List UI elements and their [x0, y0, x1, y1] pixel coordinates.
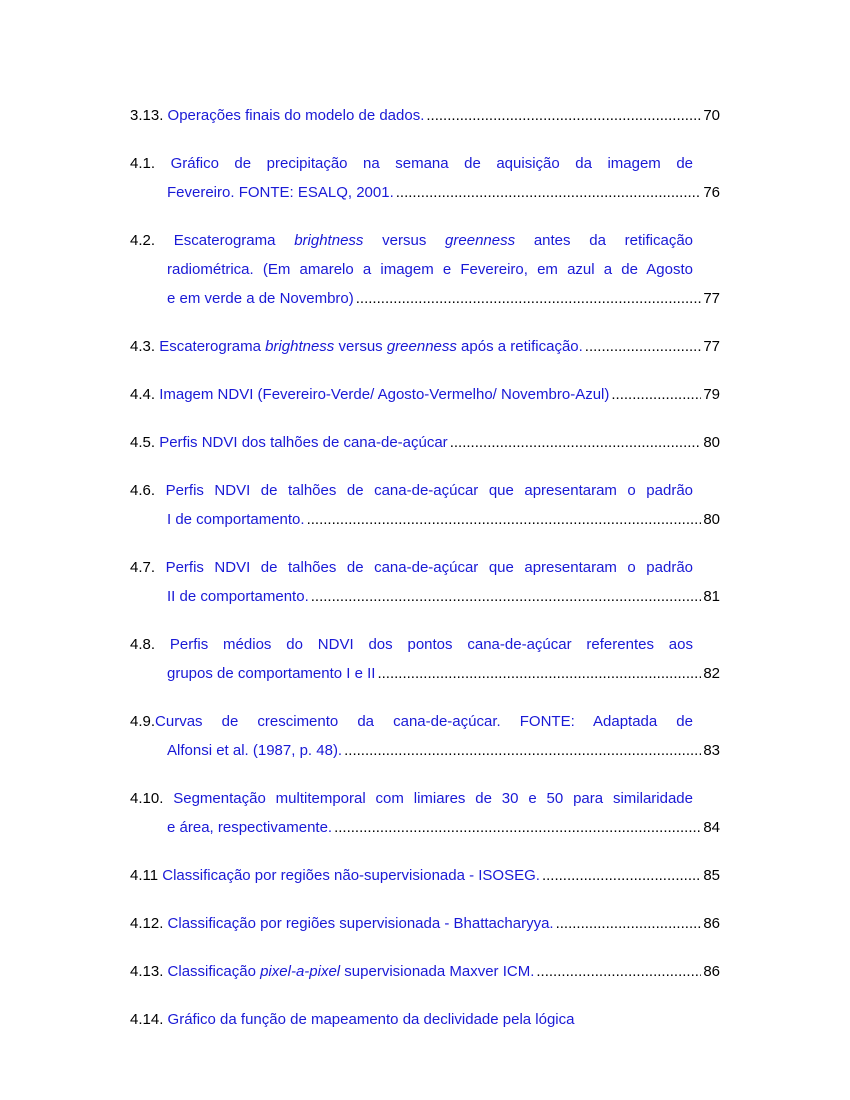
- entry-title-text: Gráfico da função de mapeamento da declividade pela lógica: [167, 1011, 575, 1028]
- entry-title-text: Fevereiro. FONTE: ESALQ, 2001.: [167, 184, 394, 201]
- dot-leader: [611, 380, 701, 409]
- toc-entry-line: [130, 428, 720, 457]
- entry-title-text: antes da retificação: [515, 232, 693, 249]
- entry-number: 4.7.: [130, 559, 156, 576]
- dot-leader: [344, 736, 701, 765]
- entry-number: 4.9.: [130, 713, 156, 730]
- dot-leader: [585, 332, 702, 361]
- toc-entry-line: [130, 813, 720, 842]
- entry-number: 4.3.: [130, 338, 156, 355]
- toc-entry[interactable]: [130, 226, 720, 313]
- toc-entry[interactable]: [130, 149, 720, 207]
- page-number: 86: [703, 963, 720, 980]
- toc-entry-line: [130, 332, 720, 361]
- toc-entry[interactable]: [130, 861, 720, 890]
- toc-entry-line: [130, 784, 693, 813]
- entry-title-text: Segmentação multitemporal com limiares de 30 e 50 para similaridade: [173, 790, 693, 807]
- toc-entry-line: [130, 659, 720, 688]
- entry-title-text: versus: [334, 338, 387, 355]
- entry-title-text: brightness: [294, 232, 364, 249]
- dot-leader: [542, 861, 701, 890]
- page-number: 77: [703, 290, 720, 307]
- entry-title-text: e em verde a de Novembro): [167, 290, 354, 307]
- entry-title-text: greenness: [445, 232, 516, 249]
- entry-title-text: radiométrica. (Em amarelo a imagem e Fevereiro, em azul a de Agosto: [167, 261, 693, 278]
- toc-entry[interactable]: [130, 1005, 720, 1034]
- entry-title-text: greenness: [386, 338, 457, 355]
- page-number: 83: [703, 742, 720, 759]
- toc-entry-line: [130, 178, 720, 207]
- dot-leader: [396, 178, 702, 207]
- dot-leader: [556, 909, 702, 938]
- dot-leader: [307, 505, 702, 534]
- entry-title-text: Curvas de crescimento da cana-de-açúcar. FONTE: Adaptada de: [155, 713, 693, 730]
- entry-title-text: e área, respectivamente.: [167, 819, 333, 836]
- entry-title-text: Classificação: [167, 963, 261, 980]
- toc-entry[interactable]: [130, 784, 720, 842]
- dot-leader: [356, 284, 702, 313]
- toc-entry-line: [130, 553, 693, 582]
- toc-entry[interactable]: [130, 476, 720, 534]
- entry-number: 4.4.: [130, 386, 156, 403]
- toc-entry-line: [130, 284, 720, 313]
- page-number: 85: [703, 867, 720, 884]
- entry-number: 4.13.: [130, 963, 164, 980]
- entry-title-text: Escaterograma: [173, 232, 295, 249]
- toc-entry-line: [130, 957, 720, 986]
- entry-title-text: Operações finais do modelo de dados.: [167, 107, 425, 124]
- page-number: 81: [703, 588, 720, 605]
- entry-title-text: brightness: [265, 338, 335, 355]
- toc-entry[interactable]: [130, 101, 720, 130]
- toc-entry-line: [130, 630, 693, 659]
- entry-number: 3.13.: [130, 107, 164, 124]
- toc-entry[interactable]: [130, 957, 720, 986]
- entry-number: 4.5.: [130, 434, 156, 451]
- entry-title-text: Gráfico de precipitação na semana de aquisição da imagem de: [170, 155, 693, 172]
- toc-entry-line: [130, 505, 720, 534]
- page-number: 80: [703, 434, 720, 451]
- toc-entry-line: [130, 101, 720, 130]
- entry-title-text: grupos de comportamento I e II: [167, 665, 376, 682]
- entry-title-text: supervisionada Maxver ICM.: [340, 963, 535, 980]
- entry-title-text: Classificação por regiões não-supervisionada - ISOSEG.: [162, 867, 540, 884]
- entry-title-text: Alfonsi et al. (1987, p. 48).: [167, 742, 343, 759]
- entry-number: 4.8.: [130, 636, 156, 653]
- page-number: 82: [703, 665, 720, 682]
- toc-entry[interactable]: [130, 380, 720, 409]
- entry-title-text: após a retificação.: [456, 338, 583, 355]
- page-number: 86: [703, 915, 720, 932]
- toc-entry[interactable]: [130, 428, 720, 457]
- entry-title-text: I de comportamento.: [167, 511, 305, 528]
- entry-number: 4.1.: [130, 155, 156, 172]
- table-of-contents: [130, 101, 720, 1053]
- toc-entry[interactable]: [130, 332, 720, 361]
- entry-title-text: Perfis médios do NDVI dos pontos cana-de-açúcar referentes aos: [169, 636, 693, 653]
- entry-title-text: Perfis NDVI dos talhões de cana-de-açúcar: [159, 434, 448, 451]
- toc-entry[interactable]: [130, 553, 720, 611]
- dot-leader: [536, 957, 701, 986]
- entry-title-text: II de comportamento.: [167, 588, 309, 605]
- entry-title-text: versus: [363, 232, 446, 249]
- toc-entry-line: [130, 707, 693, 736]
- dot-leader: [450, 428, 702, 457]
- entry-title-text: pixel-a-pixel: [260, 963, 341, 980]
- dot-leader: [426, 101, 701, 130]
- toc-entry-line: [130, 861, 720, 890]
- toc-entry-line: [130, 1005, 720, 1034]
- entry-number: 4.6.: [130, 482, 156, 499]
- entry-title-text: Imagem NDVI (Fevereiro-Verde/ Agosto-Vermelho/ Novembro-Azul): [159, 386, 610, 403]
- page-number: 84: [703, 819, 720, 836]
- dot-leader: [334, 813, 701, 842]
- dot-leader: [311, 582, 702, 611]
- entry-title-text: Classificação por regiões supervisionada - Bhattacharyya.: [167, 915, 554, 932]
- entry-number: 4.14.: [130, 1011, 164, 1028]
- toc-entry-line: [130, 149, 693, 178]
- entry-number: 4.10.: [130, 790, 164, 807]
- toc-entry-line: [130, 909, 720, 938]
- dot-leader: [377, 659, 701, 688]
- entry-title-text: Perfis NDVI de talhões de cana-de-açúcar que apresentaram o padrão: [165, 559, 693, 576]
- entry-title-text: Perfis NDVI de talhões de cana-de-açúcar que apresentaram o padrão: [165, 482, 693, 499]
- toc-entry-line: [130, 380, 720, 409]
- page-number: 79: [703, 386, 720, 403]
- toc-entry-line: [130, 736, 720, 765]
- entry-number: 4.11: [130, 867, 159, 884]
- toc-entry[interactable]: [130, 630, 720, 688]
- entry-number: 4.12.: [130, 915, 164, 932]
- entry-number: 4.2.: [130, 232, 156, 249]
- toc-entry-line: [130, 255, 693, 284]
- page-number: 77: [703, 338, 720, 355]
- page-number: 70: [703, 107, 720, 124]
- toc-entry-line: [130, 226, 693, 255]
- page-number: 76: [703, 184, 720, 201]
- toc-entry[interactable]: [130, 707, 720, 765]
- toc-entry[interactable]: [130, 909, 720, 938]
- toc-entry-line: [130, 582, 720, 611]
- page-number: 80: [703, 511, 720, 528]
- toc-entry-line: [130, 476, 693, 505]
- entry-title-text: Escaterograma: [159, 338, 266, 355]
